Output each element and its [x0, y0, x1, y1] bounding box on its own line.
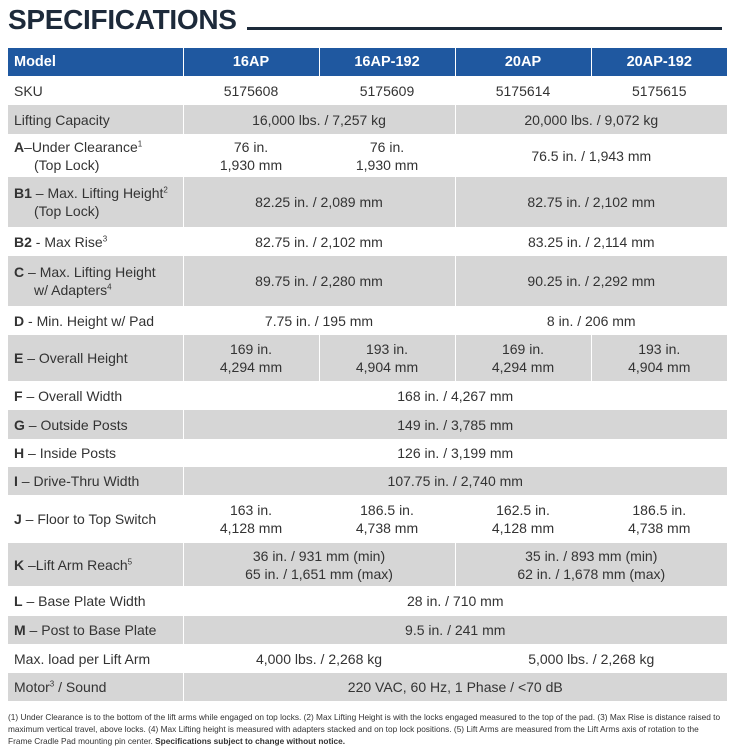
cell-value — [183, 543, 455, 586]
cell-value — [455, 543, 727, 586]
row-label-sub: (Top Lock) — [34, 203, 100, 219]
cell-value: 20,000 lbs. / 9,072 kg — [455, 105, 727, 134]
cell-value — [319, 134, 455, 177]
row-label-text: –Lift Arm Reach — [24, 556, 128, 573]
cell-line: 76 in. — [233, 138, 269, 155]
row-label — [8, 673, 183, 701]
row-label-text: –Under Clearance — [24, 138, 138, 155]
cell-value: 7.75 in. / 195 mm — [183, 306, 455, 335]
row-label — [8, 134, 183, 177]
cell-line: 4,738 mm — [628, 520, 691, 536]
row-code: M — [14, 622, 26, 638]
cell-value: 16,000 lbs. / 7,257 kg — [183, 105, 455, 134]
cell-line: 4,294 mm — [491, 359, 555, 375]
cell-value: 28 in. / 710 mm — [183, 586, 727, 616]
cell-line: 1,930 mm — [219, 156, 283, 173]
row-label-text: – Overall Width — [22, 387, 123, 404]
column-header-20ap-192: 20AP-192 — [591, 48, 727, 76]
footnote-ref: 3 — [102, 233, 108, 243]
cell-value: 89.75 in. / 2,280 mm — [183, 256, 455, 306]
cell-line: 1,930 mm — [355, 156, 419, 173]
row-code: J — [14, 511, 22, 527]
row-label-text-2: / Sound — [54, 679, 107, 695]
row-label — [8, 616, 183, 644]
cell-value: 107.75 in. / 2,740 mm — [183, 467, 727, 495]
cell-value: 82.25 in. / 2,089 mm — [183, 177, 455, 227]
cell-value: 90.25 in. / 2,292 mm — [455, 256, 727, 306]
cell-line: 163 in. — [229, 502, 273, 518]
row-code: D — [14, 312, 25, 329]
cell-line: 62 in. / 1,678 mm (max) — [517, 565, 666, 582]
row-label — [8, 306, 183, 335]
cell-value: 149 in. / 3,785 mm — [183, 410, 727, 439]
row-post-to-base-plate — [8, 616, 727, 644]
cell-line: 4,738 mm — [355, 520, 419, 536]
cell-line: 35 in. / 893 mm (min) — [525, 547, 658, 564]
cell-line: 193 in. — [638, 341, 681, 357]
cell-value — [319, 335, 455, 381]
specifications-table — [8, 48, 727, 701]
footnote-ref: 5 — [127, 556, 133, 566]
cell-value: 126 in. / 3,199 mm — [183, 439, 727, 467]
cell-line: 162.5 in. — [496, 502, 550, 518]
cell-line: 65 in. / 1,651 mm (max) — [245, 565, 393, 582]
row-label-text: – Drive-Thru Width — [17, 473, 140, 489]
column-header-20ap: 20AP — [455, 48, 591, 76]
row-code: I — [14, 473, 18, 489]
row-code: A — [14, 138, 25, 155]
cell-value: 5175614 — [455, 76, 591, 105]
row-code: L — [14, 593, 23, 609]
row-label: Max. load per Lift Arm — [8, 644, 183, 673]
row-label-text: – Base Plate Width — [22, 593, 146, 609]
row-label-text: – Post to Base Plate — [25, 622, 157, 638]
cell-value: 5,000 lbs. / 2,268 kg — [455, 644, 727, 673]
row-label-text: – Outside Posts — [24, 416, 128, 433]
cell-line: 76 in. — [369, 138, 405, 155]
row-label-text: - Min. Height w/ Pad — [24, 312, 155, 329]
row-overall-height — [8, 335, 727, 381]
cell-line: 4,904 mm — [355, 359, 419, 375]
cell-line: 4,128 mm — [491, 520, 555, 536]
row-drive-thru-width — [8, 467, 727, 495]
row-lifting-capacity — [8, 105, 727, 134]
cell-line: 169 in. — [501, 341, 545, 357]
page-title: SPECIFICATIONS — [8, 4, 237, 35]
footnote-ref: 4 — [107, 282, 112, 292]
row-label-text: Motor — [14, 679, 50, 695]
cell-value — [591, 335, 727, 381]
cell-value: 5175615 — [591, 76, 727, 105]
cell-value: 4,000 lbs. / 2,268 kg — [183, 644, 455, 673]
cell-value: 76.5 in. / 1,943 mm — [455, 134, 727, 177]
footnote-ref: 3 — [49, 679, 55, 689]
footnote-text: (1) Under Clearance is to the bottom of the lift arms while engaged on top locks. (2) Max Lifting Height is with the locks engaged measured to the top of the pad. (3) Max Rise is distance raised to maximum vertical travel, above locks. (4) Max Lifting height is measured with adapters stacked and on top lock positions. (5) Lift Arms are measured from the Lift Arms axis of rotation to the Frame Cradle Pad mounting pin center. — [8, 712, 721, 746]
row-label — [8, 381, 183, 410]
row-label-text: – Max. Lifting Height — [31, 185, 164, 201]
footnote-ref: 1 — [137, 138, 143, 148]
cell-line: 4,294 mm — [219, 359, 283, 375]
cell-value — [455, 335, 591, 381]
row-max-lifting-height-adapters — [8, 256, 727, 306]
row-code: B2 — [14, 233, 32, 250]
cell-value: 82.75 in. / 2,102 mm — [183, 227, 455, 256]
row-label-text: – Floor to Top Switch — [21, 511, 157, 527]
footnote-disclaimer: Specifications subject to change without notice. — [155, 736, 346, 746]
row-label — [8, 177, 183, 227]
row-label: SKU — [8, 76, 183, 105]
row-base-plate-width — [8, 586, 727, 616]
cell-line: 169 in. — [229, 341, 273, 357]
cell-value — [183, 134, 319, 177]
row-code: E — [14, 350, 24, 366]
row-code: G — [14, 416, 25, 433]
cell-value: 5175609 — [319, 76, 455, 105]
row-code: C — [14, 264, 25, 280]
row-label — [8, 335, 183, 381]
cell-line: 186.5 in. — [632, 502, 687, 518]
cell-line: 4,904 mm — [628, 359, 691, 375]
row-floor-to-top-switch — [8, 495, 727, 543]
cell-value: 83.25 in. / 2,114 mm — [455, 227, 727, 256]
row-label — [8, 543, 183, 586]
specifications-heading — [8, 2, 722, 38]
row-label-sub: (Top Lock) — [34, 156, 100, 173]
cell-value — [319, 495, 455, 543]
row-code: K — [14, 556, 25, 573]
cell-line: 186.5 in. — [360, 502, 414, 518]
row-label-text: – Inside Posts — [24, 445, 116, 461]
row-under-clearance — [8, 134, 727, 177]
cell-value — [455, 495, 591, 543]
cell-value — [591, 495, 727, 543]
footnotes — [8, 711, 724, 747]
row-outside-posts — [8, 410, 727, 439]
row-label — [8, 467, 183, 495]
row-lift-arm-reach — [8, 543, 727, 586]
row-label — [8, 439, 183, 467]
row-max-rise — [8, 227, 727, 256]
title-rule — [247, 27, 722, 30]
row-code: H — [14, 445, 25, 461]
row-label-line2: w/ Adapters — [34, 282, 108, 298]
row-overall-width — [8, 381, 727, 410]
table-header-row — [8, 48, 727, 76]
footnote-ref: 2 — [163, 185, 168, 195]
row-code: B1 — [14, 185, 32, 201]
column-header-16ap: 16AP — [183, 48, 319, 76]
cell-value: 8 in. / 206 mm — [455, 306, 727, 335]
row-label-text: – Overall Height — [23, 350, 128, 366]
row-label — [8, 495, 183, 543]
row-label — [8, 256, 183, 306]
row-max-load-per-arm — [8, 644, 727, 673]
cell-value — [183, 335, 319, 381]
row-label-sub — [14, 281, 179, 299]
row-max-lifting-height — [8, 177, 727, 227]
row-label-text: - Max Rise — [31, 233, 103, 250]
cell-value: 168 in. / 4,267 mm — [183, 381, 727, 410]
row-min-height — [8, 306, 727, 335]
cell-value: 82.75 in. / 2,102 mm — [455, 177, 727, 227]
row-label — [8, 586, 183, 616]
row-sku — [8, 76, 727, 105]
row-label: Lifting Capacity — [8, 105, 183, 134]
row-inside-posts — [8, 439, 727, 467]
cell-value: 5175608 — [183, 76, 319, 105]
cell-line: 36 in. / 931 mm (min) — [252, 547, 386, 564]
cell-value: 9.5 in. / 241 mm — [183, 616, 727, 644]
row-label-text: – Max. Lifting Height — [24, 264, 156, 280]
row-label — [8, 410, 183, 439]
cell-value — [183, 495, 319, 543]
row-motor-sound — [8, 673, 727, 701]
cell-value: 220 VAC, 60 Hz, 1 Phase / <70 dB — [183, 673, 727, 701]
column-header-16ap-192: 16AP-192 — [319, 48, 455, 76]
cell-line: 193 in. — [365, 341, 409, 357]
row-label — [8, 227, 183, 256]
cell-line: 4,128 mm — [219, 520, 283, 536]
column-header-model: Model — [8, 48, 183, 76]
row-code: F — [14, 387, 23, 404]
